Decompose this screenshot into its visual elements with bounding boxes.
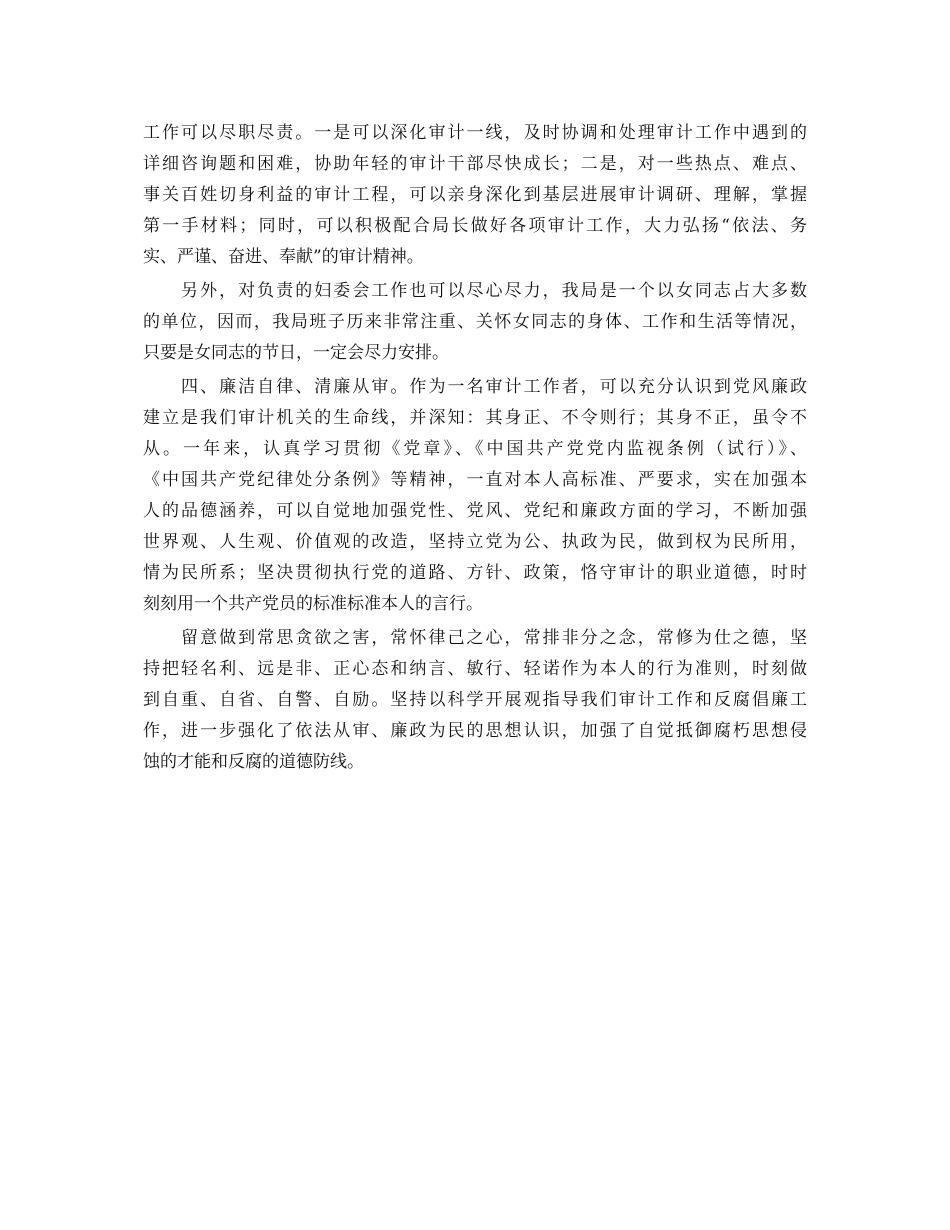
text-line: 刻刻用一个共产党员的标准标准本人的言行。 (143, 594, 483, 614)
text-line: 持把轻名利、远是非、正心态和纳言、敏行、轻诺作为本人的行为准则，时刻做 (143, 659, 807, 679)
text-line: 《中国共产党纪律处分条例》等精神，一直对本人高标准、严要求，实在加强本 (143, 470, 807, 490)
text-line: 世界观、人生观、价值观的改造，坚持立党为公、执政为民，做到权为民所用， (143, 532, 807, 552)
text-line: 情为民所系；坚决贯彻执行党的道路、方针、政策，恪守审计的职业道德，时时 (143, 563, 807, 583)
text-line: 留意做到常思贪欲之害，常怀律己之心，常排非分之念，常修为仕之德，坚 (143, 628, 807, 648)
paragraph-2 (143, 276, 807, 369)
text-line: 另外，对负责的妇委会工作也可以尽心尽力，我局是一个以女同志占大多数 (143, 281, 807, 301)
text-line: 人的品德涵养，可以自觉地加强党性、党风、党纪和廉政方面的学习，不断加强 (143, 501, 807, 521)
document-body (143, 118, 807, 778)
text-line: 的单位，因而，我局班子历来非常注重、关怀女同志的身体、工作和生活等情况， (143, 312, 807, 332)
text-line: 从。一年来，认真学习贯彻《党章》、《中国共产党党内监视条例（试行）》、 (143, 439, 807, 459)
text-line: 只要是女同志的节日，一定会尽力安排。 (143, 343, 449, 363)
text-line: 作，进一步强化了依法从审、廉政为民的思想认识，加强了自觉抵御腐朽思想侵 (143, 721, 807, 741)
text-line: 建立是我们审计机关的生命线，并深知：其身正、不令则行；其身不正，虽令不 (143, 408, 807, 428)
text-line: 四、廉洁自律、清廉从审。作为一名审计工作者，可以充分认识到党风廉政 (143, 377, 807, 397)
text-line: 详细咨询题和困难，协助年轻的审计干部尽快成长；二是，对一些热点、难点、 (143, 154, 807, 174)
text-line: 蚀的才能和反腐的道德防线。 (143, 752, 364, 772)
text-line: 实、严谨、奋进、奉献”的审计精神。 (143, 247, 424, 267)
text-line: 事关百姓切身利益的审计工程，可以亲身深化到基层进展审计调研、理解，掌握 (143, 185, 807, 205)
paragraph-4 (143, 623, 807, 778)
paragraph-3 (143, 372, 807, 620)
text-line: 工作可以尽职尽责。一是可以深化审计一线，及时协调和处理审计工作中遇到的 (143, 123, 807, 143)
paragraph-1 (143, 118, 807, 273)
text-line: 第一手材料；同时，可以积极配合局长做好各项审计工作，大力弘扬“依法、务 (143, 216, 807, 236)
text-line: 到自重、自省、自警、自励。坚持以科学开展观指导我们审计工作和反腐倡廉工 (143, 690, 807, 710)
